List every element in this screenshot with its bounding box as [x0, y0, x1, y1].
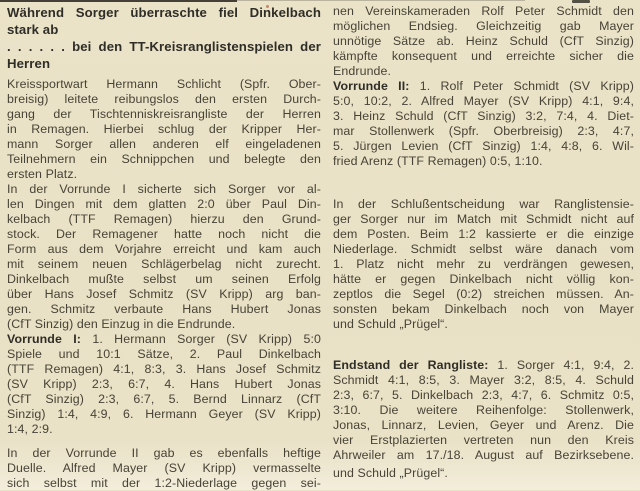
text-line: [333, 79, 634, 94]
scan-edge-mark: [572, 0, 590, 3]
text-line: Duelle. Alfred Mayer (SV Kripp) vermasselte: [7, 461, 321, 475]
text-line: Endrunde.: [333, 64, 392, 78]
paragraph-intro: [7, 77, 321, 182]
scan-edge-line-faint: [237, 0, 525, 1]
text-run: 1. Hermann Sorger (SV Kripp) 5:0: [81, 332, 321, 346]
scan-edge-line: [0, 0, 237, 2]
text-line: kämpfte konsequent und erreichte sicher die: [333, 49, 634, 63]
paragraph-final-round: [333, 197, 634, 332]
text-line: vier Erstplazierten vertreten nun den Kreis: [333, 433, 634, 447]
text-line: Spiele und 10:1 Sätze, 2. Paul Dinkelbach: [7, 347, 321, 361]
text-line: mar Stollenwerk (Spfr. Oberbreisig) 2:3, 4:7,: [333, 124, 634, 138]
text-line: (CfT Sinzig) 2:3, 6:7, 5. Bernd Linnarz (CfT: [7, 392, 321, 406]
text-line-stray: und Schuld „Prügel“.: [333, 466, 448, 480]
text-line: und Schuld „Prügel“.: [333, 317, 448, 331]
text-line: Ahrweiler am 17./18. August auf Bezirksebene.: [333, 448, 634, 462]
text-line: 3:10. Die weitere Reihenfolge: Stollenwerk,: [333, 403, 634, 417]
text-line: (TTF Remagen) 4:1, 8:3, 3. Hans Josef Schmitz: [7, 362, 321, 376]
text-line: möglichen Endsieg. Gleichzeitig gab Mayer: [333, 19, 634, 33]
text-line: [7, 332, 321, 347]
text-line: 1:4, 2:9.: [7, 422, 53, 436]
text-line: gen. Schmitz verbaute Hans Hubert Jonas: [7, 302, 321, 316]
text-line: [333, 358, 634, 373]
text-line: stock. Der Remagener hatte noch nicht die: [7, 227, 321, 241]
text-line: ersten Platz.: [7, 167, 78, 181]
article-column-left: [7, 4, 321, 491]
text-line: unnötige Sätze ab. Heinz Schuld (CfT Sinzig): [333, 34, 634, 48]
text-line: dem Posten. Beim 1:2 kassierte er die einzige: [333, 227, 634, 241]
text-line: Sinzig) 1:4, 4:9, 6. Hermann Geyer (SV Kripp): [7, 407, 321, 421]
text-line: Kreissportwart Hermann Schlicht (Spfr. Ober-: [7, 77, 321, 91]
text-line: kelbach (TTF Remagen) hierzu den Grund-: [7, 212, 321, 226]
text-line: In der Vorrunde II gab es ebenfalls heftige: [7, 446, 321, 460]
text-line: sonsten bekam Dinkelbach noch von Mayer: [333, 302, 634, 316]
text-line: 5:0, 10:2, 2. Alfred Mayer (SV Kripp) 4:1, 9:4,: [333, 94, 634, 108]
text-line: Jonas, Linnarz, Levien, Geyer und Arenz. Die: [333, 418, 634, 432]
text-line: hätte er gegen Dinkelbach nicht völlig kon-: [333, 272, 634, 286]
text-line: mit seinem neuen Schlägerbelag nicht zurecht.: [7, 257, 321, 271]
text-line: Form aus dem Vorjahre erreicht und kam auch: [7, 242, 321, 256]
text-line: fried Arenz (TTF Remagen) 0:5, 1:10.: [333, 154, 543, 168]
text-line: In der Schlußentscheidung war Ranglistensie-: [333, 197, 634, 211]
text-line: 5. Jürgen Levien (CfT Sinzig) 1:4, 4:8, 6. Wil-: [333, 139, 634, 153]
text-line: 2:3, 6:7, 5. Dinkelbach 2:3, 4:7, 6. Schmitz 0:5,: [333, 388, 634, 402]
text-line: über Hans Josef Schmitz (SV Kripp) arg ban-: [7, 287, 321, 301]
text-line: In der Vorrunde I sicherte sich Sorger vor al-: [7, 182, 321, 196]
text-line: nen Vereinskameraden Rolf Peter Schmidt den: [333, 4, 634, 18]
subhead-line: Herren: [7, 56, 51, 71]
text-line: gang der Tischtenniskreisrangliste der Herren: [7, 107, 321, 121]
article-column-right: [333, 4, 634, 481]
text-line: Niederlage. Schmidt selbst wäre danach vom: [333, 242, 634, 256]
text-line: 3. Heinz Schuld (CfT Sinzig) 3:2, 7:4, 4. Diet-: [333, 109, 634, 123]
text-line: breisig) leitete reibungslos den ersten Durch-: [7, 92, 321, 106]
paragraph-vorrunde2-report-start: [7, 446, 321, 491]
paragraph-vorrunde1-report: [7, 182, 321, 332]
text-line: Dinkelbach mußte selbst um seinen Erfolg: [7, 272, 321, 286]
paragraph-vorrunde1-results: [7, 332, 321, 437]
bold-lead: Vorrunde I:: [7, 332, 82, 346]
text-line: sich selbst mit der 1:2-Niederlage gegen sei-: [7, 476, 321, 490]
text-line: Teilnehmern ein Schnippchen und belegte den: [7, 152, 321, 166]
headline-line: stark ab: [7, 22, 59, 37]
text-line: mann Sorger allen anderen elf eingeladenen: [7, 137, 321, 151]
text-line: len Dingen mit dem glatten 2:0 über Paul Din-: [7, 197, 321, 211]
subhead-line: . . . . . . bei den TT-Kreisranglistenspielen der: [7, 39, 321, 54]
text-line: 1. Platz nicht mehr zu verdrängen gewesen,: [333, 257, 634, 271]
text-run: 1. Sorger 4:1, 9:4, 2.: [488, 358, 634, 372]
text-line: (SV Kripp) 2:3, 6:7, 4. Hans Hubert Jonas: [7, 377, 321, 391]
text-line: Schmidt 4:1, 8:5, 3. Mayer 3:2, 8:5, 4. Schuld: [333, 373, 634, 387]
paragraph-vorrunde2-results: [333, 79, 634, 169]
text-run: 1. Rolf Peter Schmidt (SV Kripp): [409, 79, 634, 93]
text-line: in Remagen. Hierbei schlug der Kripper Her-: [7, 122, 321, 136]
bold-lead: Vorrunde II:: [333, 79, 410, 93]
text-line: zeptlos die Segel (0:2) streichen müssen. An-: [333, 287, 634, 301]
headline-line: Während Sorger überraschte fiel Dinkelbach: [7, 5, 321, 20]
paragraph-final-standings: [333, 358, 634, 481]
text-line: (CfT Sinzig) den Einzug in die Endrunde.: [7, 317, 236, 331]
text-line: ger Sorger nur im Match mit Schmidt nicht auf: [333, 212, 634, 226]
bold-lead: Endstand der Rangliste:: [333, 358, 489, 372]
paragraph-vorrunde2-report-continued: [333, 4, 634, 79]
